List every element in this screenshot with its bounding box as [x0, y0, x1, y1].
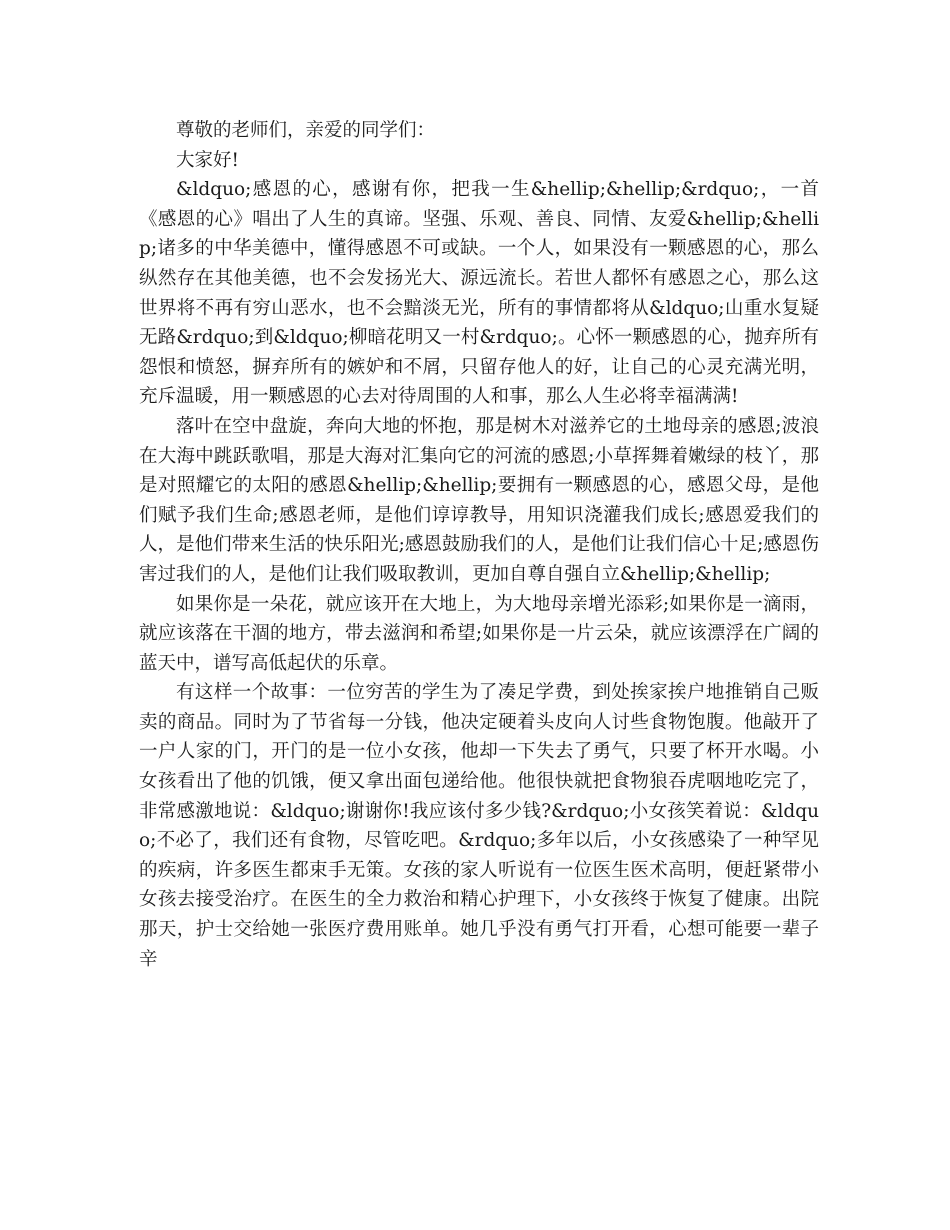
paragraph-flower-rain-cloud: 如果你是一朵花，就应该开在大地上，为大地母亲增光添彩;如果你是一滴雨，就应该落在干涸的地方，带去滋润和希望;如果你是一片云朵，就应该漂浮在广阔的蓝天中，谱写高低起伏的乐章。 — [139, 593, 819, 674]
document-page — [139, 116, 819, 974]
greeting: 大家好! — [176, 149, 239, 171]
paragraph-story: 有这样一个故事：一位穷苦的学生为了凑足学费，到处挨家挨户地推销自己贩卖的商品。同时为了节省每一分钱，他决定硬着头皮向人讨些食物饱腹。他敲开了一户人家的门，开门的是一位小女孩，他却一下失去了勇气，只要了杯开水喝。小女孩看出了他的饥饿，便又拿出面包递给他。他很快就把食物狼吞虎咽地吃完了，非常感激地说：&ldquo;谢谢你!我应该付多少钱?&rdquo;小女孩笑着说：&ldquo;不必了，我们还有食物，尽管吃吧。&rdquo;多年以后，小女孩感染了一种罕见的疾病，许多医生都束手无策。女孩的家人听说有一位医生医术高明，便赶紧带小女孩去接受治疗。在医生的全力救治和精心护理下，小女孩终于恢复了健康。出院那天，护士交给她一张医疗费用账单。她几乎没有勇气打开看，心想可能要一辈子辛 — [139, 682, 819, 970]
salutation: 尊敬的老师们，亲爱的同学们： — [176, 120, 436, 141]
paragraph-nature-gratitude: 落叶在空中盘旋，奔向大地的怀抱，那是树木对滋养它的土地母亲的感恩;波浪在大海中跳跃歌唱，那是大海对汇集向它的河流的感恩;小草挥舞着嫩绿的枝丫，那是对照耀它的太阳的感恩&hellip;&hellip;要拥有一颗感恩的心，感恩父母，是他们赋予我们生命;感恩老师，是他们谆谆教导，用知识浇灌我们成长;感恩爱我们的人，是他们带来生活的快乐阳光;感恩鼓励我们的人，是他们让我们信心十足;感恩伤害过我们的人，是他们让我们吸取教训，更加自尊自强自立&hellip;&hellip; — [139, 415, 819, 585]
paragraph-intro: &ldquo;感恩的心，感谢有你，把我一生&hellip;&hellip;&rdquo;，一首《感恩的心》唱出了人生的真谛。坚强、乐观、善良、同情、友爱&hellip;&hellip;诸多的中华美德中，懂得感恩不可或缺。一个人，如果没有一颗感恩的心，那么纵然存在其他美德，也不会发扬光大、源远流长。若世人都怀有感恩之心，那么这世界将不再有穷山恶水，也不会黯淡无光，所有的事情都将从&ldquo;山重水复疑无路&rdquo;到&ldquo;柳暗花明又一村&rdquo;。心怀一颗感恩的心，抛弃所有怨恨和愤怒，摒弃所有的嫉妒和不屑，只留存他人的好，让自己的心灵充满光明，充斥温暖，用一颗感恩的心去对待周围的人和事，那么人生必将幸福满满! — [139, 179, 819, 408]
